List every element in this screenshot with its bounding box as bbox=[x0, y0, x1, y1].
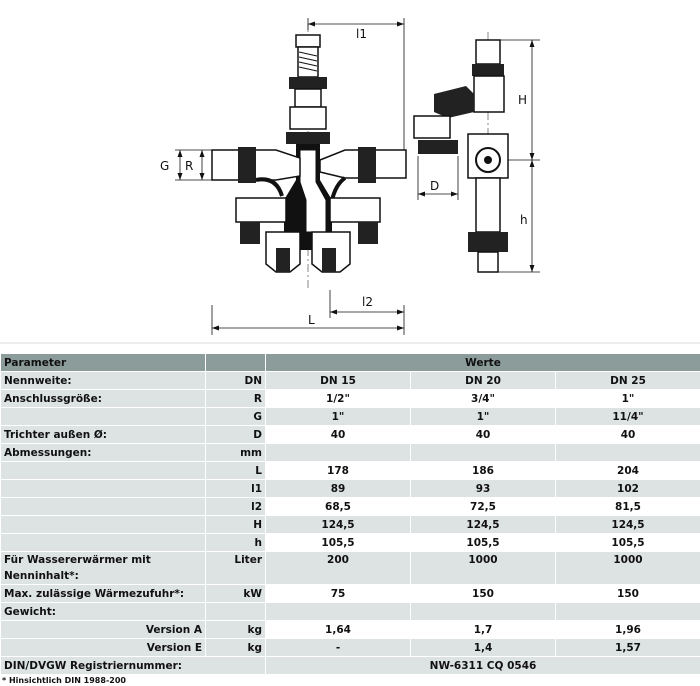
row-value: 102 bbox=[556, 480, 700, 498]
row-value: 75 bbox=[266, 585, 411, 603]
row-value: DN 15 bbox=[266, 372, 411, 390]
row-value: 40 bbox=[411, 426, 556, 444]
table-row bbox=[1, 444, 700, 462]
row-value bbox=[556, 603, 700, 621]
row-value: 124,5 bbox=[411, 516, 556, 534]
row-label: Nennweite: bbox=[1, 372, 206, 390]
dim-label-D: D bbox=[430, 179, 440, 193]
row-unit: DN bbox=[206, 372, 266, 390]
row-unit: kW bbox=[206, 585, 266, 603]
row-label bbox=[1, 480, 206, 498]
valve-neck bbox=[295, 89, 321, 107]
footnote: * Hinsichtlich DIN 1988-200 bbox=[2, 676, 126, 685]
row-label: Trichter außen Ø: bbox=[1, 426, 206, 444]
row-value: DN 25 bbox=[556, 372, 700, 390]
side-cap bbox=[476, 40, 500, 64]
row-unit: kg bbox=[206, 639, 266, 657]
table-row bbox=[1, 603, 700, 621]
row-value: 1000 bbox=[556, 552, 700, 585]
row-value: 150 bbox=[556, 585, 700, 603]
row-value: 1000 bbox=[411, 552, 556, 585]
row-value bbox=[266, 444, 411, 462]
left-ball-valve bbox=[236, 198, 286, 222]
side-connection bbox=[414, 116, 450, 138]
table-row bbox=[1, 480, 700, 498]
row-unit: Liter bbox=[206, 552, 266, 585]
row-value: 1,57 bbox=[556, 639, 700, 657]
row-unit: R bbox=[206, 390, 266, 408]
row-label: Für Wassererwärmer mit Nenninhalt*: bbox=[1, 552, 206, 585]
side-drain bbox=[478, 252, 498, 272]
row-value: 124,5 bbox=[556, 516, 700, 534]
registration-label: DIN/DVGW Registriernummer: bbox=[1, 657, 266, 675]
row-value: 105,5 bbox=[411, 534, 556, 552]
row-unit: D bbox=[206, 426, 266, 444]
row-label: Gewicht: bbox=[1, 603, 206, 621]
row-unit: L bbox=[206, 462, 266, 480]
row-unit: kg bbox=[206, 621, 266, 639]
row-label bbox=[1, 534, 206, 552]
table-row bbox=[1, 552, 700, 585]
row-unit: h bbox=[206, 534, 266, 552]
header-values: Werte bbox=[266, 354, 700, 372]
registration-row bbox=[1, 657, 700, 675]
row-value bbox=[266, 603, 411, 621]
row-label bbox=[1, 498, 206, 516]
table-header-row bbox=[1, 354, 700, 372]
row-unit: mm bbox=[206, 444, 266, 462]
row-value: 1" bbox=[556, 390, 700, 408]
cap bbox=[296, 35, 320, 47]
table-row bbox=[1, 585, 700, 603]
row-label: Max. zulässige Wärmezufuhr*: bbox=[1, 585, 206, 603]
table-row bbox=[1, 372, 700, 390]
dim-label-l2: l2 bbox=[362, 295, 373, 309]
row-value: 89 bbox=[266, 480, 411, 498]
row-value: 72,5 bbox=[411, 498, 556, 516]
row-label bbox=[1, 408, 206, 426]
row-value: 40 bbox=[266, 426, 411, 444]
table-row bbox=[1, 426, 700, 444]
right-union-nut bbox=[358, 147, 376, 183]
right-ball-valve bbox=[330, 198, 380, 222]
table-row bbox=[1, 621, 700, 639]
row-value: 150 bbox=[411, 585, 556, 603]
dim-label-R: R bbox=[185, 159, 194, 173]
side-nut bbox=[472, 64, 504, 76]
row-value: 1/2" bbox=[266, 390, 411, 408]
row-value: 105,5 bbox=[556, 534, 700, 552]
table-row bbox=[1, 516, 700, 534]
row-value: 1,7 bbox=[411, 621, 556, 639]
row-value: 40 bbox=[556, 426, 700, 444]
row-value: 68,5 bbox=[266, 498, 411, 516]
row-unit: H bbox=[206, 516, 266, 534]
table-row bbox=[1, 639, 700, 657]
table-row bbox=[1, 390, 700, 408]
row-value: 186 bbox=[411, 462, 556, 480]
row-value: 1,4 bbox=[411, 639, 556, 657]
header-blank bbox=[206, 354, 266, 372]
middle-nut bbox=[286, 132, 330, 144]
table-row bbox=[1, 498, 700, 516]
row-value: 204 bbox=[556, 462, 700, 480]
side-funnel-rim bbox=[418, 140, 458, 154]
row-label bbox=[1, 516, 206, 534]
row-value: 1" bbox=[266, 408, 411, 426]
row-value: 11/4" bbox=[556, 408, 700, 426]
row-value bbox=[411, 444, 556, 462]
row-label bbox=[1, 462, 206, 480]
dim-label-l1: l1 bbox=[356, 27, 367, 41]
row-value: - bbox=[266, 639, 411, 657]
upper-body bbox=[290, 107, 326, 129]
row-unit: l2 bbox=[206, 498, 266, 516]
side-body bbox=[474, 76, 504, 112]
row-value: 1,96 bbox=[556, 621, 700, 639]
registration-value: NW-6311 CQ 0546 bbox=[266, 657, 700, 675]
dim-label-h: h bbox=[520, 213, 528, 227]
header-parameter: Parameter bbox=[1, 354, 206, 372]
left-drain bbox=[276, 248, 290, 272]
row-value bbox=[556, 444, 700, 462]
spec-table-body bbox=[1, 354, 700, 675]
row-unit: l1 bbox=[206, 480, 266, 498]
side-lower-nut bbox=[468, 232, 508, 252]
row-value: 93 bbox=[411, 480, 556, 498]
row-value: DN 20 bbox=[411, 372, 556, 390]
row-unit: G bbox=[206, 408, 266, 426]
row-value: 3/4" bbox=[411, 390, 556, 408]
dim-label-L: L bbox=[308, 313, 315, 327]
row-value: 200 bbox=[266, 552, 411, 585]
table-row bbox=[1, 462, 700, 480]
right-valve-handle bbox=[358, 222, 378, 244]
safety-nut bbox=[289, 77, 327, 89]
row-value: 178 bbox=[266, 462, 411, 480]
row-value: 1" bbox=[411, 408, 556, 426]
side-lower-body bbox=[476, 178, 500, 232]
spec-table bbox=[0, 353, 700, 675]
row-value: 105,5 bbox=[266, 534, 411, 552]
row-unit bbox=[206, 603, 266, 621]
dim-label-H: H bbox=[518, 93, 528, 107]
row-label: Abmessungen: bbox=[1, 444, 206, 462]
row-value: 81,5 bbox=[556, 498, 700, 516]
table-row bbox=[1, 534, 700, 552]
row-label: Version A bbox=[1, 621, 206, 639]
side-valve-stem bbox=[484, 156, 492, 164]
right-drain bbox=[322, 248, 336, 272]
table-row bbox=[1, 408, 700, 426]
left-valve-handle bbox=[240, 222, 260, 244]
row-label: Anschlussgröße: bbox=[1, 390, 206, 408]
row-value bbox=[411, 603, 556, 621]
dim-label-G: G bbox=[160, 159, 170, 173]
row-label: Version E bbox=[1, 639, 206, 657]
row-value: 1,64 bbox=[266, 621, 411, 639]
left-union-nut bbox=[238, 147, 256, 183]
row-value: 124,5 bbox=[266, 516, 411, 534]
